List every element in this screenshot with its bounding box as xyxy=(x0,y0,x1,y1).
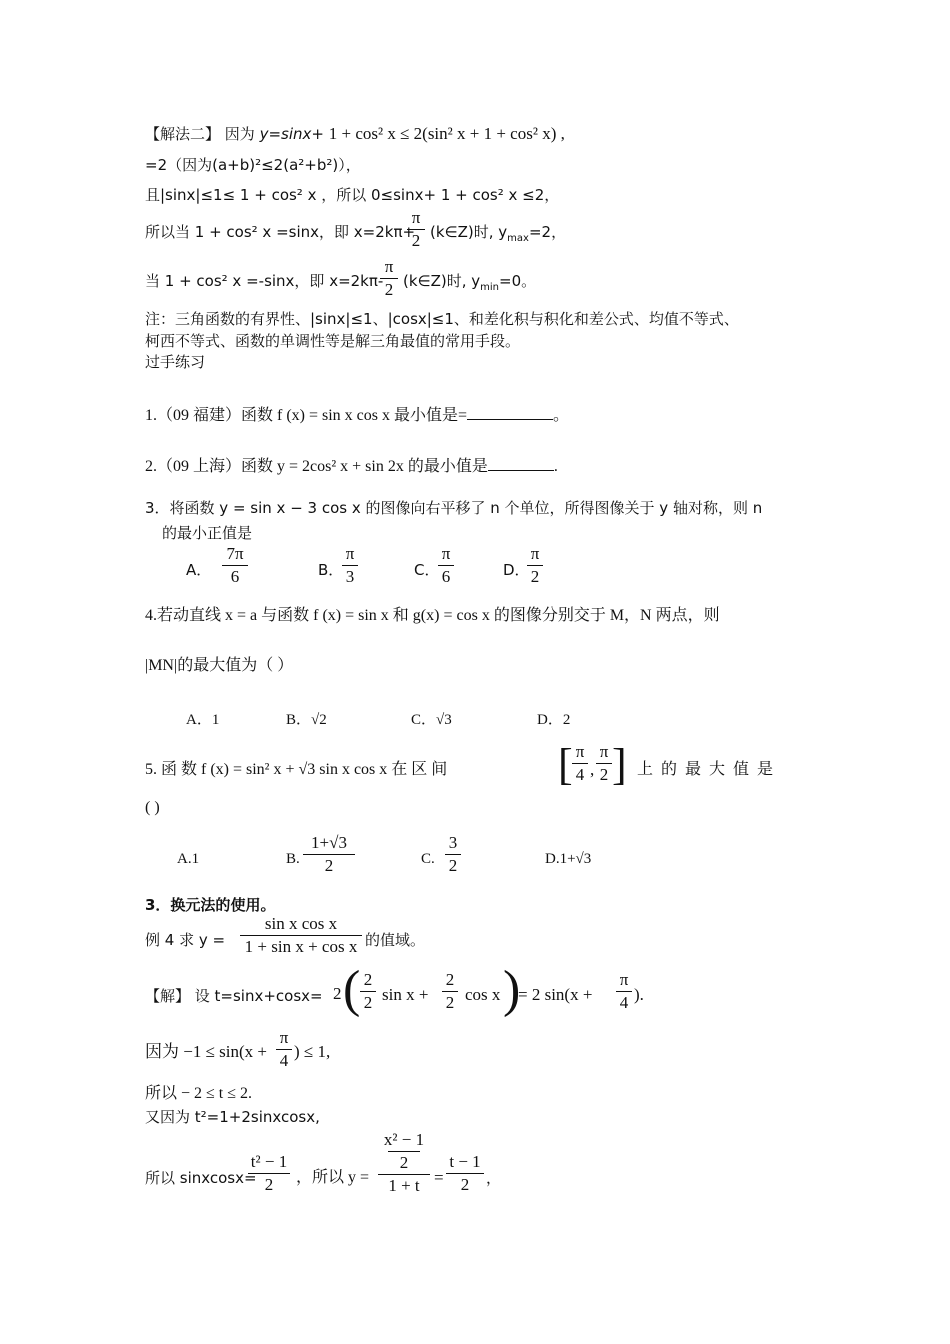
q3-option-a-frac xyxy=(222,544,248,587)
q4-option-a[interactable]: A．1 xyxy=(186,712,220,728)
final-eq: = xyxy=(434,1168,444,1187)
method2-eq-start: y=sinx+ xyxy=(259,125,324,143)
again-line: 又因为 t²=1+2sinxcosx, xyxy=(145,1108,320,1126)
method2-min-sub: min xyxy=(480,282,500,293)
frac-num: sin x cos x xyxy=(264,914,338,933)
frac-num: π xyxy=(345,544,355,563)
frac-den: 6 xyxy=(441,567,451,586)
final-mid: ，所以 y = xyxy=(296,1169,370,1186)
question-4-line2: |MN|的最大值为（ ） xyxy=(145,657,294,674)
frac-den: 2 xyxy=(599,765,609,784)
question-1 xyxy=(145,406,569,426)
solution-end: ). xyxy=(634,985,644,1004)
frac-den: 2 xyxy=(445,993,455,1012)
method2-max-sub: max xyxy=(507,233,529,244)
q3-option-c-label[interactable]: C． xyxy=(414,561,440,579)
method2-line5-text: 当 1 + cos² x =-sinx，即 x=2kπ- xyxy=(145,272,384,290)
frac-den: 2 xyxy=(530,567,540,586)
frac-den: 2 xyxy=(384,280,394,299)
because-pre: 因为 −1 ≤ sin(x + xyxy=(145,1042,268,1061)
frac-den: 4 xyxy=(575,765,585,784)
q1-answer-blank[interactable] xyxy=(467,419,553,420)
question-2 xyxy=(145,457,558,477)
q5-option-c-frac xyxy=(445,833,461,876)
q4-option-c[interactable]: C．√3 xyxy=(411,712,452,728)
frac-den: 2 xyxy=(460,1175,470,1194)
method2-line4-tail xyxy=(430,222,566,249)
frac-den: 3 xyxy=(345,567,355,586)
solution-frac2 xyxy=(442,970,458,1013)
frac-den: 2 xyxy=(324,856,334,875)
q5-option-c-label[interactable]: C. xyxy=(421,851,435,867)
method2-inequality: 1 + cos² x ≤ 2(sin² x + 1 + cos² x) , xyxy=(328,124,565,143)
solution-frac1 xyxy=(360,970,376,1013)
q2-answer-blank[interactable] xyxy=(488,470,554,471)
q5-option-d[interactable]: D.1+√3 xyxy=(545,851,592,867)
final-end: ， xyxy=(486,1169,502,1187)
example-4-frac xyxy=(240,914,362,957)
question-5-line1b: 上 的 最 大 值 是 xyxy=(637,761,774,778)
because-post: ) ≤ 1, xyxy=(294,1042,331,1061)
method2-line2: =2（因为(a+b)²≤2(a²+b²)）， xyxy=(145,156,361,174)
frac-num: π xyxy=(575,742,585,761)
frac-den: 6 xyxy=(230,567,240,586)
frac-num: π xyxy=(411,208,421,227)
method2-frac-pi-2a xyxy=(407,208,425,251)
q1-end: 。 xyxy=(553,407,570,424)
final-pre: 所以 sinxcosx= xyxy=(145,1169,257,1187)
q5-bracket-right: ] xyxy=(612,740,627,789)
frac-den: 2 xyxy=(264,1175,274,1194)
q1-text: 1.（09 福建）函数 f (x) = sin x cos x 最小值是= xyxy=(145,407,468,424)
final-big-frac xyxy=(378,1130,430,1196)
question-5-line2: ( ) xyxy=(145,799,160,816)
because-frac-pi4 xyxy=(276,1028,292,1071)
section-3-title: 3．换元法的使用。 xyxy=(145,896,276,914)
final-frac-r xyxy=(446,1152,484,1195)
solution-frac-pi4 xyxy=(616,970,632,1013)
method2-min-val: =0。 xyxy=(499,272,537,290)
frac-num: t − 1 xyxy=(449,1152,481,1171)
frac-den: 2 xyxy=(448,856,458,875)
method2-frac-pi-2b xyxy=(380,257,398,300)
solution-paren-right: ) xyxy=(503,961,521,1018)
frac-den: 4 xyxy=(279,1051,289,1070)
frac-num: π xyxy=(530,544,540,563)
frac-den: 2 xyxy=(411,231,421,250)
frac-num: π xyxy=(384,257,394,276)
q3-option-b-label[interactable]: B． xyxy=(318,561,344,579)
q3-option-c-frac xyxy=(438,544,454,587)
so-line-1: 所以 − 2 ≤ t ≤ 2. xyxy=(145,1085,253,1102)
frac-den: 1 + sin x + cos x xyxy=(244,937,358,956)
q4-option-b[interactable]: B．√2 xyxy=(286,712,327,728)
method2-line4 xyxy=(145,222,415,242)
solution-paren-left: ( xyxy=(343,961,361,1018)
solution-cos: cos x xyxy=(465,985,501,1004)
question-4-line1: 4.若动直线 x = a 与函数 f (x) = sin x 和 g(x) = cos x 的图像分别交于 M，N 两点，则 xyxy=(145,607,720,624)
frac-num: 2 xyxy=(363,970,373,989)
example-4-post: 的值域。 xyxy=(365,931,426,949)
frac-num: π xyxy=(441,544,451,563)
method2-line1 xyxy=(145,124,565,144)
exercise-title: 过手练习 xyxy=(145,353,206,371)
solution-sqrt2: 2 xyxy=(333,984,342,1003)
note-line1: 注：三角函数的有界性、|sinx|≤1、|cosx|≤1、和差化积与积化和差公式、均值不等式、 xyxy=(145,310,739,328)
q2-end: . xyxy=(553,458,558,475)
solution-eq: = 2 sin(x + xyxy=(518,985,593,1004)
q5-option-b-label[interactable]: B. xyxy=(286,851,300,867)
frac-num: t² − 1 xyxy=(250,1152,288,1171)
solution-sin: sin x + xyxy=(382,985,429,1004)
final-frac-t xyxy=(248,1152,290,1195)
method2-line4-text: 所以当 1 + cos² x =sinx，即 x=2kπ+ xyxy=(145,223,416,241)
note-line2: 柯西不等式、函数的单调性等是解三角最值的常用手段。 xyxy=(145,332,521,350)
frac-num: π xyxy=(599,742,609,761)
q3-option-d-label[interactable]: D． xyxy=(503,561,530,579)
frac-num-den: 2 xyxy=(399,1153,409,1172)
method2-max-val: =2， xyxy=(528,223,567,241)
frac-num: 2 xyxy=(445,970,455,989)
frac-num: 3 xyxy=(448,833,458,852)
method2-line4-k: (k∈Z)时, y xyxy=(430,223,508,241)
q3-option-a-label[interactable]: A． xyxy=(186,561,212,579)
frac-num: π xyxy=(619,970,629,989)
frac-den: 1 + t xyxy=(388,1176,420,1195)
frac-den: 2 xyxy=(363,993,373,1012)
question-3-line2: 的最小正值是 xyxy=(162,524,253,542)
q3-option-b-frac xyxy=(342,544,358,587)
frac-num: x² − 1 xyxy=(383,1130,425,1149)
method2-label: 【解法二】 因为 xyxy=(145,125,255,143)
frac-num: 7π xyxy=(226,544,244,563)
example-4-pre: 例 4 求 y = xyxy=(145,931,226,949)
q5-interval-b xyxy=(596,742,612,785)
frac-num: 1+√3 xyxy=(311,833,347,852)
q5-option-b-frac xyxy=(303,833,355,876)
method2-line5 xyxy=(145,271,383,291)
q5-option-a[interactable]: A.1 xyxy=(177,851,200,867)
question-5-line1a: 5. 函 数 f (x) = sin² x + √3 sin x cos x 在 区 间 xyxy=(145,761,448,778)
q5-comma: , xyxy=(590,760,595,779)
method2-line5-k: (k∈Z)时, y xyxy=(403,272,481,290)
q5-bracket-left: [ xyxy=(558,740,573,789)
q4-option-d[interactable]: D．2 xyxy=(537,712,571,728)
question-3-line1: 3．将函数 y = sin x − 3 cos x 的图像向右平移了 n 个单位，所得图像关于 y 轴对称，则 n xyxy=(145,499,763,517)
frac-den: 4 xyxy=(619,993,629,1012)
solution-pre: 【解】 设 t=sinx+cosx= xyxy=(145,987,323,1005)
q5-interval-a xyxy=(572,742,588,785)
q3-option-d-frac xyxy=(527,544,543,587)
frac-num: π xyxy=(279,1028,289,1047)
method2-line5-tail xyxy=(403,271,536,298)
q2-text: 2.（09 上海）函数 y = 2cos² x + sin 2x 的最小值是 xyxy=(145,458,488,475)
method2-line3: 且|sinx|≤1≤ 1 + cos² x ，所以 0≤sinx+ 1 + cos² x ≤2， xyxy=(145,186,560,204)
